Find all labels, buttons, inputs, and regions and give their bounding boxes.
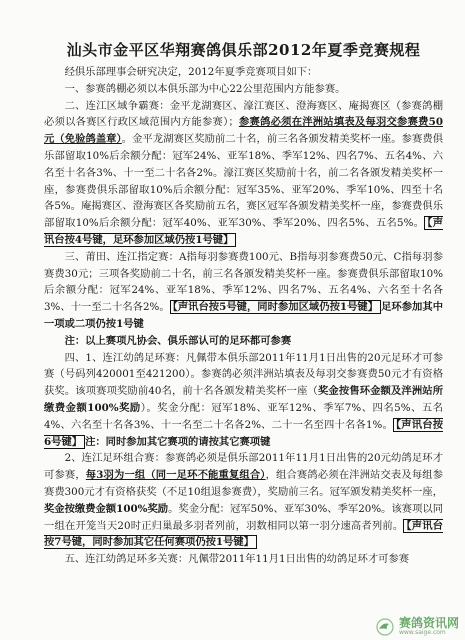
rule-4-2-detail: 。奖金分配：冠军50%、亚军30%、季军20%。该赛项以同一组在开笼当天20时正归巢最多羽者列前，羽数相同以第一羽分速高者列前。 bbox=[44, 502, 443, 532]
rule-2-detail: 。金平龙湖赛区奖励前二十名，前三名各颁发精美奖杯一座。参赛费俱乐部留取10%后余额分配：冠军24%、亚军18%、季军12%、四名7%、五名4%、六名至十名各3%、十一至二十名各2%。濠江赛区奖励前十名，前二名各颁发精美奖杯一座，参赛费俱乐部留取10%后余额分配：冠军35%、亚军20%、季军10%、四至十名各5%。庵揭赛区、澄海赛区各奖励前五名，赛区冠军各颁发精美奖杯一座，参赛费俱乐部留取10%后余额分配：冠军40%、亚军30%、季军20%、四名5%、五名5%。 bbox=[44, 133, 443, 230]
rule-4-2-text: 2、连江足环组合赛：参赛鸽必须是俱乐部2011年11月1日出售的20元幼鸽足环才可参赛， bbox=[44, 452, 443, 482]
rule-3-text: 三、莆田、连江指定赛：A指每羽参赛费100元、B指每羽参赛费50元、C指每羽参赛费30元；三项各奖励前二十名，前三名各颁发精美奖杯一座。参赛费俱乐部留取10%后余额分配：冠军24%、亚军18%、季军12%、四名7%、五名4%、六名至十名各3%、十一至二十名各2%。 bbox=[44, 250, 443, 314]
rule-3-hotline-box: 【声讯台按5号键，同时参加区域仍按1号键】 bbox=[170, 300, 381, 314]
rule-4-1-paragraph bbox=[44, 350, 443, 451]
pigeon-logo-icon bbox=[374, 618, 396, 636]
rule-2-text: 二、连江区域争霸赛：金平龙湖赛区、濠江赛区、澄海赛区、庵揭赛区（参赛鸽棚必须以各赛区行政区域范围内方能参赛）； bbox=[44, 99, 443, 129]
rule-2-underlined: 参赛鸽必须在泮洲站填表及每羽交参赛费50元（免验鸽盖章） bbox=[44, 116, 443, 146]
rule-3-paragraph bbox=[44, 249, 443, 333]
watermark bbox=[374, 617, 459, 636]
intro-paragraph: 经俱乐部理事会研究决定，2012年夏季竞赛项目如下： bbox=[64, 66, 318, 78]
watermark-text-block bbox=[399, 617, 459, 636]
rule-4-1-detail: ）。奖金分配：冠军18%、亚军12%、季军7%、四名5%、五名4%、六名至十名各3%、十一名至二十名各2%、二十一名至四十名各1%。 bbox=[44, 401, 443, 431]
rule-4-1-hotline-box: 【声讯台按6号键】 bbox=[44, 418, 443, 448]
rule-4-2-text-2: ，组合赛鸽必须在泮洲站交表及每组参赛费300元才有资格获奖（不足10组退参赛费），奖励前三名。冠军颁发精美奖杯一座， bbox=[44, 469, 444, 498]
rule-4-2-hotline-box: 【声讯台按7号键，同时参加其它任何赛项仍按1号键】 bbox=[44, 519, 443, 549]
rule-4-1-text: 四、1、连江幼鸽足环赛：凡佩带本俱乐部2011年11月1日出售的20元足环才可参赛（号码列420001至421200）。参赛鸽必须泮洲站填表及每羽交参赛费50元才有资格获奖。该项赛项奖励前40名，前十名各颁发精美奖杯一座（ bbox=[44, 351, 443, 398]
watermark-site-name: 赛鸽资讯网 bbox=[398, 616, 459, 630]
rule-4-1-bold: 奖金按售环金额及泮洲站所缴费金额100%奖励 bbox=[44, 385, 444, 414]
rule-1-paragraph: 一、参赛鸽棚必须以本俱乐部为中心22公里范围内方能参赛。 bbox=[64, 82, 346, 95]
rule-3-note: 足环参加其中一项或二项仍按1号键 bbox=[44, 301, 444, 330]
rule-4-1-note: 注：同时参加其它赛项的请按其它赛项键 bbox=[85, 435, 271, 448]
rule-5-paragraph: 五、连江幼鸽足环多关赛：凡佩带2011年11月1日出售的幼鸽足环才可参赛 bbox=[64, 553, 410, 566]
rule-2-paragraph bbox=[44, 98, 443, 249]
rule-2-hotline-box: 【声讯台按4号键，足环参加区域仍按1号键】 bbox=[44, 217, 443, 246]
general-note: 注：以上赛项凡协会、俱乐部认可的足环都可参赛 bbox=[64, 334, 292, 347]
rule-4-2-underlined: 每3羽为一组（同一足环不能重复组合） bbox=[85, 469, 266, 482]
rule-4-2-paragraph bbox=[44, 450, 443, 551]
watermark-url: www.saige.com bbox=[398, 629, 446, 636]
rule-4-2-bold: 奖金按缴费金额100%奖励 bbox=[44, 502, 169, 515]
page-title: 汕头市金平区华翔赛鸽俱乐部2012年夏季竞赛规程 bbox=[66, 41, 421, 59]
